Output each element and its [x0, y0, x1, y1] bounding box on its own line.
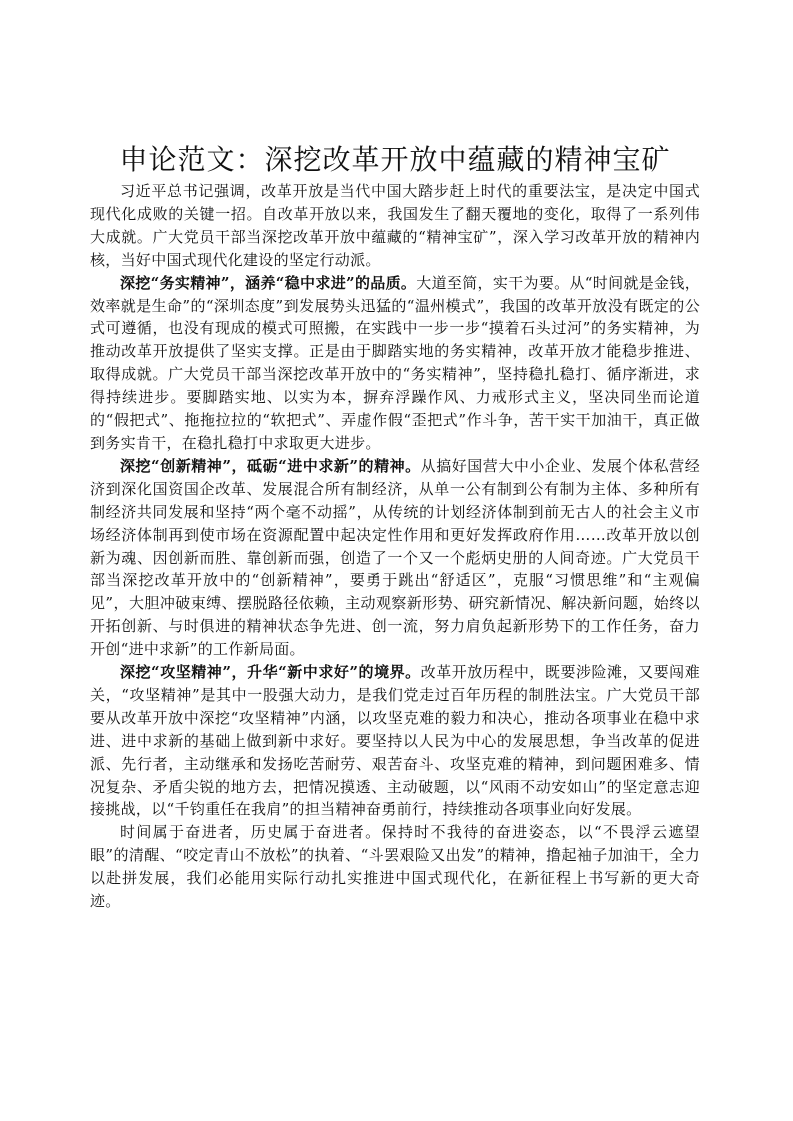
section-heading-3: 深挖“攻坚精神”，升华“新中求好”的境界。 — [120, 663, 421, 682]
section-heading-1: 深挖“务实精神”，涵养“稳中求进”的品质。 — [120, 273, 417, 292]
section-paragraph-1 — [90, 272, 700, 455]
section-paragraph-3 — [90, 661, 700, 821]
section-body-2: 从搞好国营大中小企业、发展个体私营经济到深化国资国企改革、发展混合所有制经济，从单一公有制到公有制为主体、多种所有制经济共同发展和坚持“两个毫不动摇”，从传统的计划经济体制到前无古人的社会主义市场经济体制再到使市场在资源配置中起决定性作用和更好发挥政府作用……改革开放以创新为魂、因创新而胜、靠创新而强，创造了一个又一个彪炳史册的人间奇迹。广大党员干部当深挖改革开放中的“创新精神”，要勇于跳出“舒适区”，克服“习惯思维”和“主观偏见”，大胆冲破束缚、摆脱路径依赖，主动观察新形势、研究新情况、解决新问题，始终以开拓创新、与时俱进的精神状态争先进、创一流，努力肩负起新形势下的工作任务，奋力开创“进中求新”的工作新局面。 — [90, 456, 700, 659]
intro-paragraph: 习近平总书记强调，改革开放是当代中国大踏步赶上时代的重要法宝，是决定中国式现代化成败的关键一招。自改革开放以来，我国发生了翻天覆地的变化，取得了一系列伟大成就。广大党员干部当深挖改革开放中蕴藏的“精神宝矿”，深入学习改革开放的精神内核，当好中国式现代化建设的坚定行动派。 — [90, 182, 700, 269]
document-page — [90, 140, 700, 913]
section-heading-2: 深挖“创新精神”，砥砺“进中求新”的精神。 — [120, 456, 421, 475]
section-body-1: 大道至简，实干为要。从“时间就是金钱，效率就是生命”的“深圳态度”到发展势头迅猛的“温州模式”，我国的改革开放没有既定的公式可遵循，也没有现成的模式可照搬，在实践中一步一步“摸着石头过河”的务实精神，为推动改革开放提供了坚实支撑。正是由于脚踏实地的务实精神，改革开放才能稳步推进、取得成就。广大党员干部当深挖改革开放中的“务实精神”，坚持稳扎稳打、循序渐进，求得持续进步。要脚踏实地、以实为本，摒弃浮躁作风、力戒形式主义，坚决同坐而论道的“假把式”、拖拖拉拉的“软把式”、弄虚作假“歪把式”作斗争，苦干实干加油干，真正做到务实肯干，在稳扎稳打中求取更大进步。 — [90, 273, 700, 452]
section-paragraph-2 — [90, 455, 700, 661]
section-body-3: 改革开放历程中，既要涉险滩，又要闯难关，“攻坚精神”是其中一股强大动力，是我们党走过百年历程的制胜法宝。广大党员干部要从改革开放中深挖“攻坚精神”内涵，以攻坚克难的毅力和决心，推动各项事业在稳中求进、进中求新的基础上做到新中求好。要坚持以人民为中心的发展思想，争当改革的促进派、先行者，主动继承和发扬吃苦耐劳、艰苦奋斗、攻坚克难的精神，到问题困难多、情况复杂、矛盾尖锐的地方去，把情况摸透、主动破题，以“风雨不动安如山”的坚定意志迎接挑战，以“千钧重任在我肩”的担当精神奋勇前行，持续推动各项事业向好发展。 — [90, 663, 700, 819]
document-title: 申论范文：深挖改革开放中蕴藏的精神宝矿 — [119, 143, 671, 176]
conclusion-paragraph: 时间属于奋进者，历史属于奋进者。保持时不我待的奋进姿态，以“不畏浮云遮望眼”的清醒、“咬定青山不放松”的执着、“斗罢艰险又出发”的精神，撸起袖子加油干，全力以赴拼发展，我们必能用实际行动扎实推进中国式现代化，在新征程上书写新的更大奇迹。 — [90, 823, 700, 911]
